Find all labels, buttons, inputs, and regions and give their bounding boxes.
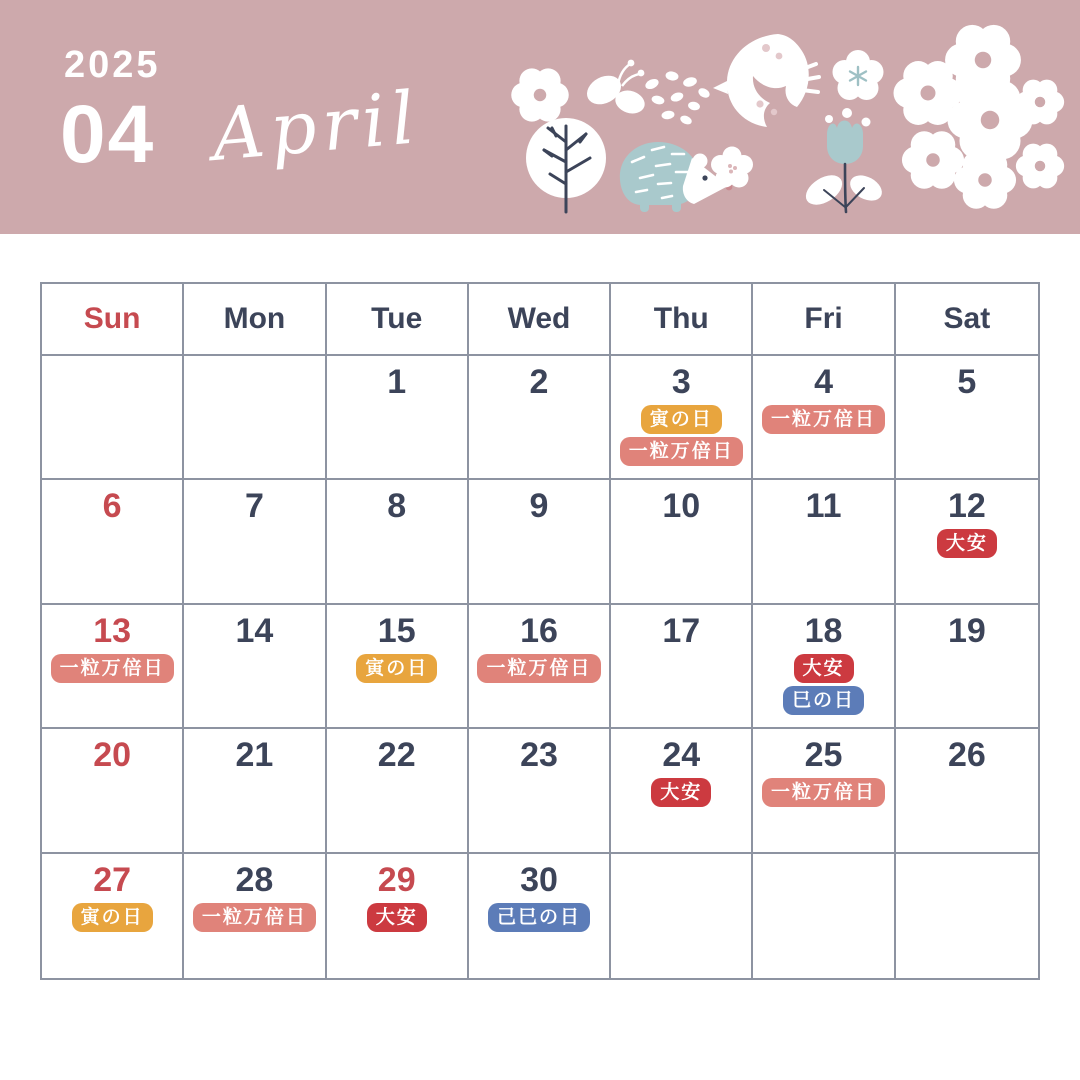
day-number: 11 bbox=[805, 487, 842, 526]
weekday-mon: Mon bbox=[184, 284, 326, 356]
day-number: 9 bbox=[529, 487, 549, 526]
butterfly-icon bbox=[582, 60, 648, 117]
day-number: 12 bbox=[947, 487, 986, 526]
badge-taian: 大安 bbox=[937, 529, 997, 558]
day-number: 25 bbox=[804, 736, 843, 775]
header-band bbox=[0, 0, 1080, 234]
day-number: 17 bbox=[662, 611, 701, 650]
badge-tora: 寅の日 bbox=[641, 405, 722, 434]
day-cell-4 bbox=[753, 356, 895, 480]
day-number: 4 bbox=[814, 363, 834, 401]
day-number: 5 bbox=[957, 363, 977, 401]
seeds-icon bbox=[644, 70, 712, 126]
day-number: 26 bbox=[947, 736, 986, 775]
day-cell-20 bbox=[42, 729, 184, 853]
day-cell-empty bbox=[184, 356, 326, 480]
day-cell-2 bbox=[469, 356, 611, 480]
day-cell-18 bbox=[753, 605, 895, 729]
day-number: 3 bbox=[671, 363, 691, 401]
day-number: 27 bbox=[93, 860, 132, 899]
month-number-label: 04 bbox=[60, 89, 156, 180]
day-cell-28 bbox=[184, 854, 326, 978]
day-cell-9 bbox=[469, 480, 611, 604]
day-number: 29 bbox=[377, 860, 416, 899]
day-number: 10 bbox=[662, 487, 701, 526]
weekday-tue: Tue bbox=[327, 284, 469, 356]
day-cell-empty bbox=[896, 854, 1038, 978]
day-cell-19 bbox=[896, 605, 1038, 729]
day-cell-23 bbox=[469, 729, 611, 853]
day-number: 24 bbox=[662, 736, 701, 775]
badge-taian: 大安 bbox=[367, 903, 427, 932]
day-number: 8 bbox=[387, 487, 407, 526]
day-cell-24 bbox=[611, 729, 753, 853]
year-label: 2025 bbox=[64, 44, 161, 86]
badge-taian: 大安 bbox=[651, 778, 711, 807]
day-cell-16 bbox=[469, 605, 611, 729]
day-cell-8 bbox=[327, 480, 469, 604]
weekday-wed: Wed bbox=[469, 284, 611, 356]
day-cell-15 bbox=[327, 605, 469, 729]
day-number: 6 bbox=[102, 487, 122, 526]
day-number: 21 bbox=[235, 736, 274, 775]
day-number: 15 bbox=[377, 611, 416, 650]
day-cell-11 bbox=[753, 480, 895, 604]
day-cell-14 bbox=[184, 605, 326, 729]
badge-tsuchinotomi: 己巳の日 bbox=[488, 903, 590, 932]
badge-ichiryu: 一粒万倍日 bbox=[620, 437, 743, 466]
day-number: 1 bbox=[387, 363, 407, 401]
day-cell-29 bbox=[327, 854, 469, 978]
day-number: 13 bbox=[93, 611, 132, 650]
badge-tora: 寅の日 bbox=[72, 903, 153, 932]
month-name-script: April bbox=[208, 75, 424, 177]
day-cell-1 bbox=[327, 356, 469, 480]
day-cell-30 bbox=[469, 854, 611, 978]
day-number: 16 bbox=[520, 611, 558, 650]
day-number: 14 bbox=[235, 611, 274, 650]
day-number: 2 bbox=[529, 363, 549, 401]
badge-ichiryu: 一粒万倍日 bbox=[477, 654, 600, 683]
day-cell-empty bbox=[611, 854, 753, 978]
day-cell-3 bbox=[611, 356, 753, 480]
day-cell-empty bbox=[42, 356, 184, 480]
snowflake-flower-icon bbox=[833, 50, 884, 100]
day-cell-25 bbox=[753, 729, 895, 853]
calendar-grid bbox=[40, 282, 1040, 980]
badge-ichiryu: 一粒万倍日 bbox=[762, 405, 885, 434]
badge-ichiryu: 一粒万倍日 bbox=[51, 654, 174, 683]
day-number: 18 bbox=[804, 611, 843, 650]
bird-icon bbox=[713, 34, 819, 127]
day-cell-7 bbox=[184, 480, 326, 604]
day-cell-17 bbox=[611, 605, 753, 729]
day-number: 19 bbox=[947, 611, 986, 650]
hedgehog-icon bbox=[620, 142, 733, 212]
flower-icon bbox=[511, 68, 569, 121]
day-number: 30 bbox=[520, 860, 558, 899]
day-number: 7 bbox=[244, 487, 264, 526]
badge-ichiryu: 一粒万倍日 bbox=[762, 778, 885, 807]
day-cell-22 bbox=[327, 729, 469, 853]
weekday-sun: Sun bbox=[42, 284, 184, 356]
weekday-thu: Thu bbox=[611, 284, 753, 356]
header-decorations bbox=[500, 0, 1080, 234]
weekday-fri: Fri bbox=[753, 284, 895, 356]
weekday-sat: Sat bbox=[896, 284, 1038, 356]
flower-cluster-icon bbox=[894, 25, 1065, 209]
day-cell-6 bbox=[42, 480, 184, 604]
day-cell-empty bbox=[753, 854, 895, 978]
badge-minohi: 巳の日 bbox=[783, 686, 864, 715]
day-cell-13 bbox=[42, 605, 184, 729]
badge-taian: 大安 bbox=[794, 654, 854, 683]
day-cell-21 bbox=[184, 729, 326, 853]
day-number: 23 bbox=[520, 736, 558, 775]
tulip-icon bbox=[801, 108, 886, 212]
day-number: 28 bbox=[235, 860, 274, 899]
day-cell-27 bbox=[42, 854, 184, 978]
small-flower-icon bbox=[711, 147, 753, 188]
day-cell-10 bbox=[611, 480, 753, 604]
badge-ichiryu: 一粒万倍日 bbox=[193, 903, 316, 932]
day-cell-5 bbox=[896, 356, 1038, 480]
day-number: 22 bbox=[377, 736, 416, 775]
badge-tora: 寅の日 bbox=[356, 654, 437, 683]
day-number: 20 bbox=[93, 736, 132, 775]
tree-icon bbox=[526, 118, 606, 212]
day-cell-26 bbox=[896, 729, 1038, 853]
day-cell-12 bbox=[896, 480, 1038, 604]
